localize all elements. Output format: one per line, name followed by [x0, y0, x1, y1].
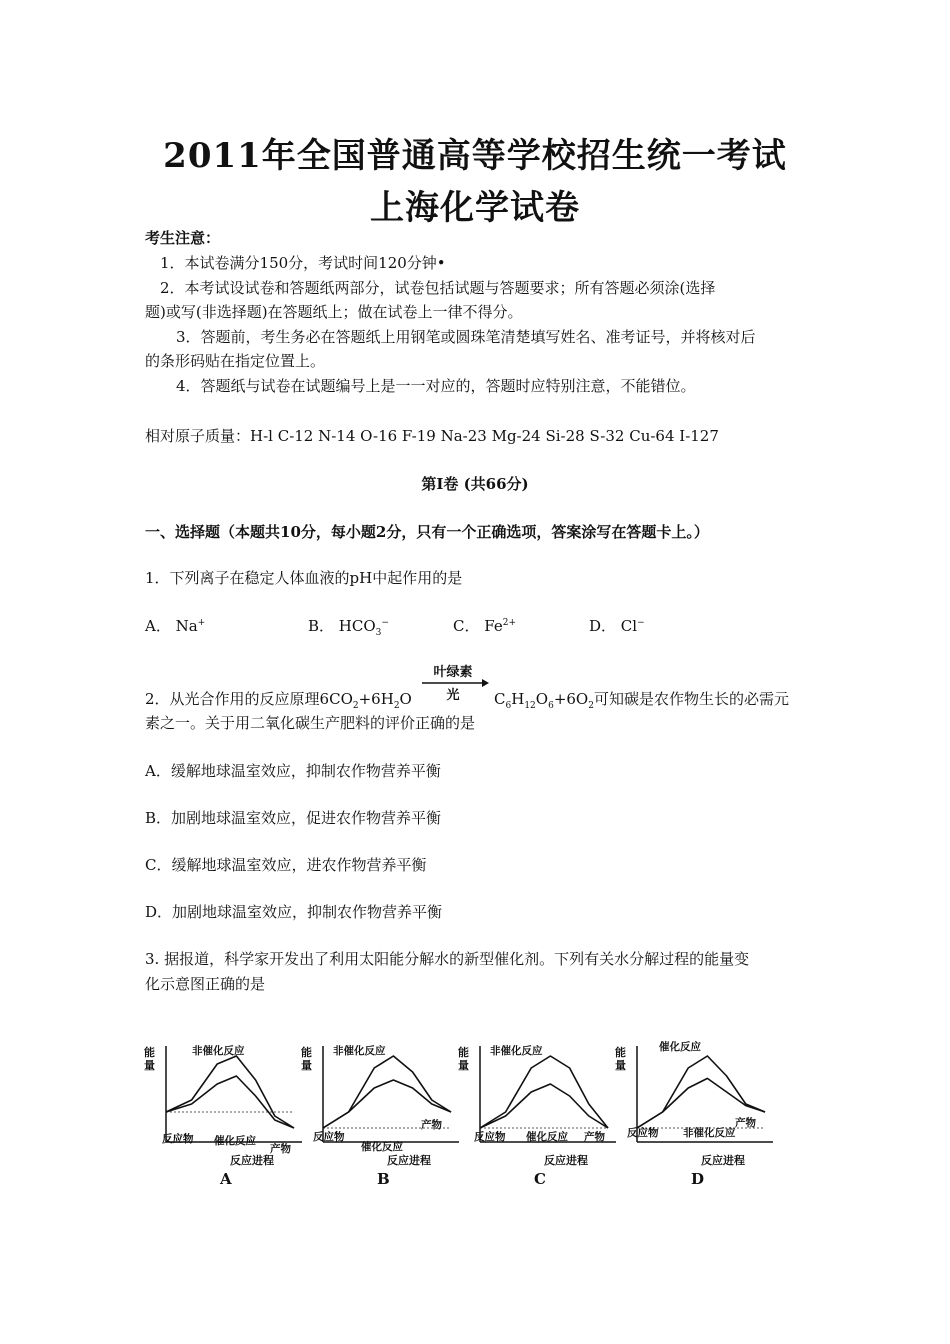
- annotation-label: 催化反应: [361, 1141, 403, 1153]
- y-axis-label: 能: [144, 1046, 155, 1059]
- curve-upper: [166, 1056, 294, 1128]
- annotation-label: 催化反应: [526, 1131, 568, 1143]
- annotation-label: 产物: [584, 1131, 605, 1143]
- annotation-label: 反应物: [162, 1133, 194, 1145]
- part-heading: 第I卷 (共66分): [421, 475, 529, 493]
- section-heading: 一、选择题（本题共10分，每小题2分，只有一个正确选项，答案涂写在答题卡上。）: [145, 523, 709, 541]
- q1-option-d: D． Cl−: [589, 617, 645, 635]
- annotation-label: 反应物: [313, 1131, 345, 1143]
- notice-item-3a: 3．答题前，考生务必在答题纸上用钢笔或圆珠笔清楚填写姓名、准考证号，并将核对后: [176, 328, 756, 346]
- annotation-label: 催化反应: [659, 1041, 701, 1053]
- y-axis-label: 能: [615, 1046, 626, 1059]
- q2-option-c: C．缓解地球温室效应，进农作物营养平衡: [145, 856, 427, 874]
- notice-item-4: 4．答题纸与试卷在试题编号上是一一对应的，答题时应特别注意，不能错位。: [176, 377, 696, 395]
- q3-stem-line1: 3. 据报道，科学家开发出了利用太阳能分解水的新型催化剂。下列有关水分解过程的能量变: [145, 950, 750, 968]
- q1-stem: 1．下列离子在稳定人体血液的pH中起作用的是: [145, 569, 463, 587]
- notice-item-2a: 2．本考试设试卷和答题纸两部分，试卷包括试题与答题要求；所有答题必须涂(选择: [160, 279, 716, 297]
- y-axis-label: 量: [458, 1059, 469, 1072]
- annotation-label: 催化反应: [214, 1135, 256, 1147]
- q2-option-a: A．缓解地球温室效应，抑制农作物营养平衡: [145, 762, 441, 780]
- energy-diagram-group: [140, 1022, 780, 1192]
- annotation-label: 产物: [421, 1119, 442, 1131]
- x-axis-label: 反应进程: [387, 1154, 431, 1167]
- exam-subtitle: 上海化学试卷: [370, 188, 580, 228]
- notice-item-1: 1．本试卷满分150分，考试时间120分钟•: [160, 254, 446, 272]
- y-axis-label: 量: [144, 1059, 155, 1072]
- q2-stem-right: $C_6H_{12}O_6+6O_2$可知碳是农作物生长的必需元: [494, 690, 789, 711]
- q1-option-b: B． $HCO_3^-$: [308, 617, 389, 638]
- notice-item-3b: 的条形码贴在指定位置上。: [145, 352, 326, 370]
- q3-stem-line2: 化示意图正确的是: [145, 975, 266, 993]
- annotation-label: 非催化反应: [333, 1045, 386, 1057]
- q2-stem-left: 2．从光合作用的反应原理$6CO_2+6H_2O$: [145, 690, 412, 711]
- annotation-label: 非催化反应: [490, 1045, 543, 1057]
- panel-letter: A: [220, 1170, 232, 1188]
- y-axis-label: 能: [458, 1046, 469, 1059]
- q1-option-a: A． Na+: [145, 617, 206, 635]
- y-axis-label: 量: [301, 1059, 312, 1072]
- reaction-arrow-bottom-label: 光: [446, 688, 460, 703]
- x-axis-label: 反应进程: [701, 1154, 745, 1167]
- curve-lower: [480, 1084, 608, 1128]
- annotation-label: 产物: [735, 1117, 756, 1129]
- atomic-mass-line: 相对原子质量：H-l C-12 N-14 O-16 F-19 Na-23 Mg-24 Si-28 S-32 Cu-64 I-127: [145, 427, 719, 445]
- q2-option-d: D．加剧地球温室效应，抑制农作物营养平衡: [145, 903, 443, 921]
- x-axis-label: 反应进程: [230, 1154, 274, 1167]
- curve-upper: [480, 1056, 608, 1128]
- reaction-arrow-top-label: 叶绿素: [433, 665, 473, 680]
- notice-heading: 考生注意：: [145, 229, 221, 247]
- panel-letter: B: [377, 1170, 390, 1188]
- curve-upper: [323, 1056, 451, 1128]
- y-axis-label: 量: [615, 1059, 626, 1072]
- curve-lower: [166, 1076, 294, 1128]
- panel-letter: C: [534, 1170, 546, 1188]
- annotation-label: 产物: [270, 1143, 291, 1155]
- annotation-label: 反应物: [627, 1127, 659, 1139]
- q2-stem-line2: 素之一。关于用二氧化碳生产肥料的评价正确的是: [145, 714, 476, 732]
- q1-option-c: C． $Fe^{2+}$: [453, 617, 516, 635]
- notice-item-2b: 题)或写(非选择题)在答题纸上；做在试卷上一律不得分。: [145, 303, 523, 321]
- q2-option-b: B．加剧地球温室效应，促进农作物营养平衡: [145, 809, 442, 827]
- annotation-label: 反应物: [474, 1131, 506, 1143]
- annotation-label: 非催化反应: [683, 1127, 736, 1139]
- exam-title: 2011年全国普通高等学校招生统一考试: [163, 136, 787, 176]
- annotation-label: 非催化反应: [192, 1045, 245, 1057]
- x-axis-label: 反应进程: [544, 1154, 588, 1167]
- panel-letter: D: [691, 1170, 705, 1188]
- y-axis-label: 能: [301, 1046, 312, 1059]
